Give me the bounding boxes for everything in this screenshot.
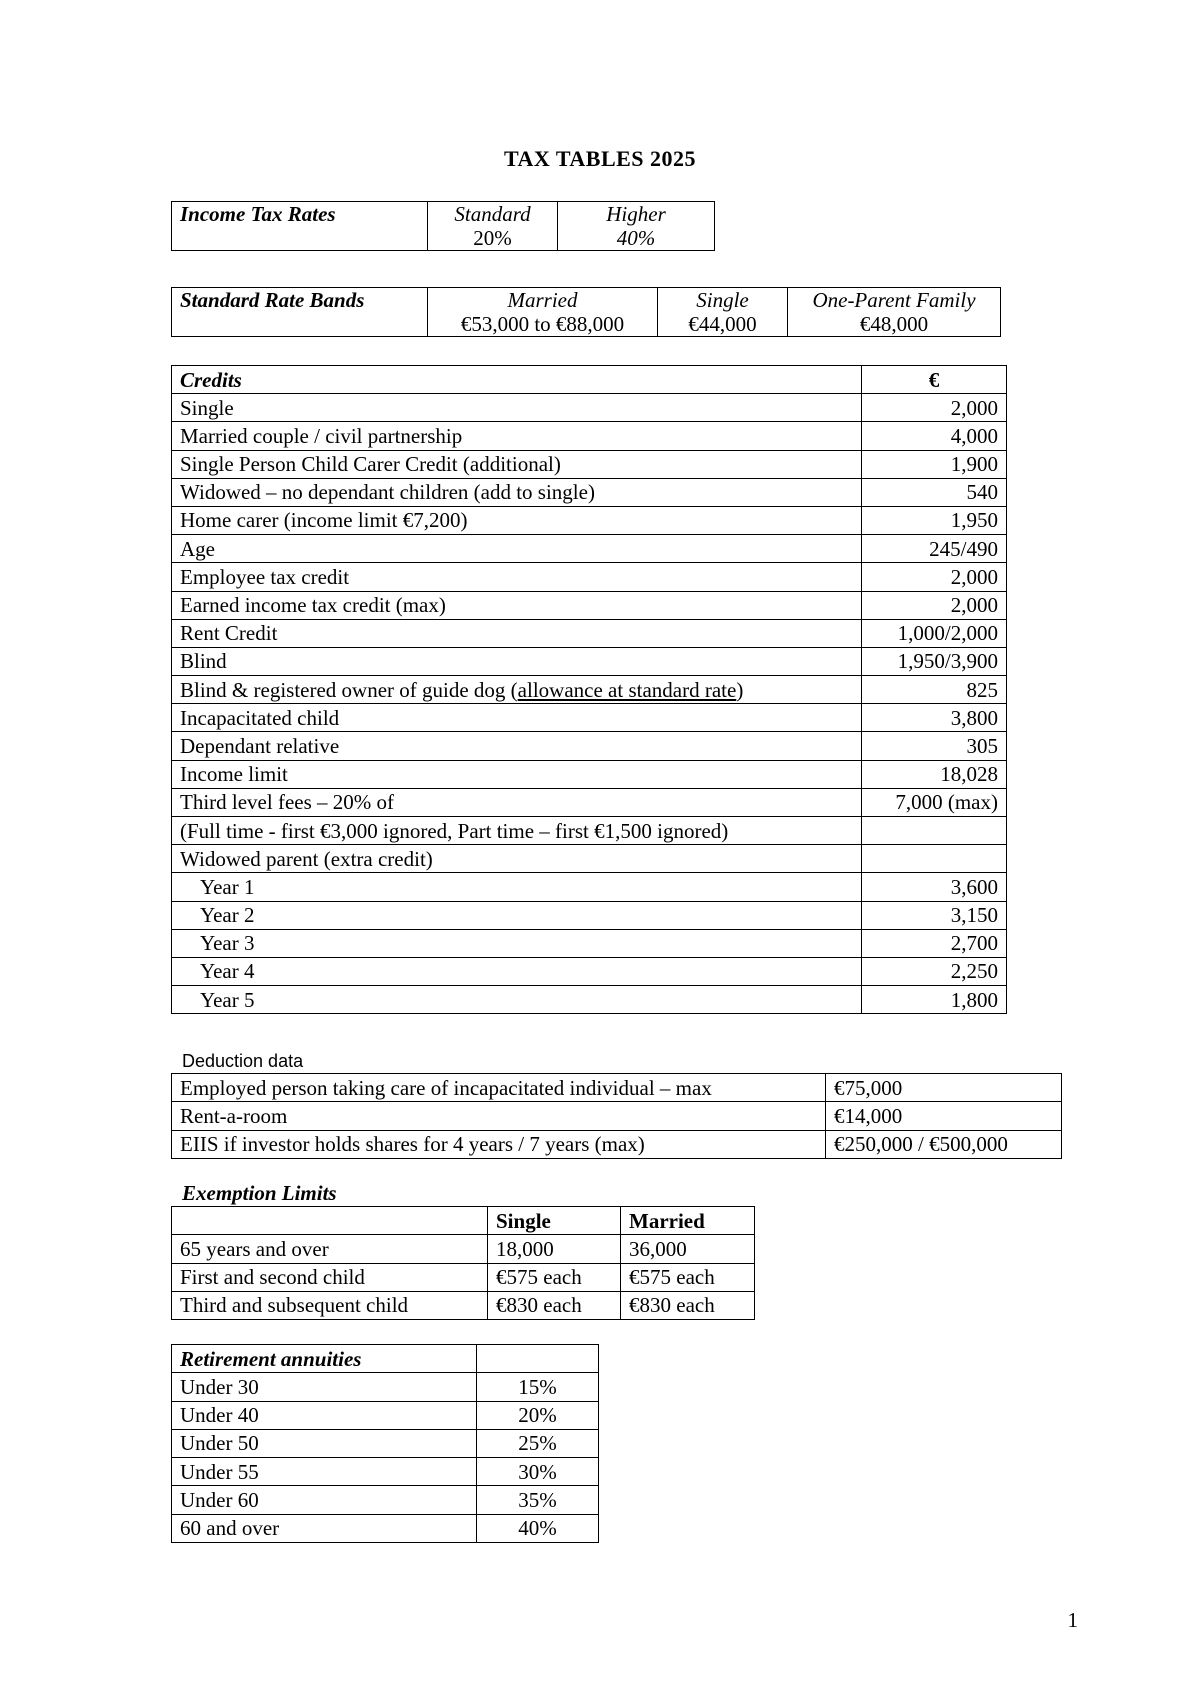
credit-label: (Full time - first €3,000 ignored, Part time – first €1,500 ignored) xyxy=(172,817,862,845)
table-row xyxy=(172,619,1007,647)
credit-value: 3,800 xyxy=(862,704,1007,732)
credit-value: 540 xyxy=(862,478,1007,506)
higher-rate-cell xyxy=(558,202,715,251)
standard-rate-bands-label: Standard Rate Bands xyxy=(172,288,428,337)
credit-label: Year 5 xyxy=(172,986,862,1014)
exemption-married: 36,000 xyxy=(621,1235,755,1263)
standard-rate-bands-table xyxy=(171,287,1001,337)
exemption-col-married: Married xyxy=(621,1207,755,1235)
exemption-col-single: Single xyxy=(488,1207,621,1235)
retirement-label: Under 55 xyxy=(172,1458,477,1486)
credit-value: 3,600 xyxy=(862,873,1007,901)
credit-label: Income limit xyxy=(172,760,862,788)
retirement-label: Under 40 xyxy=(172,1401,477,1429)
retirement-header-empty xyxy=(477,1345,599,1373)
credit-label: Rent Credit xyxy=(172,619,862,647)
higher-rate-label: Higher xyxy=(606,202,666,226)
table-row xyxy=(172,422,1007,450)
table-row xyxy=(172,591,1007,619)
exemption-header-empty xyxy=(172,1207,488,1235)
table-row xyxy=(172,1486,599,1514)
deduction-label: Employed person taking care of incapacitated individual – max xyxy=(172,1074,826,1102)
deduction-label: EIIS if investor holds shares for 4 years / 7 years (max) xyxy=(172,1130,826,1158)
credit-label-suffix: ) xyxy=(736,677,744,702)
retirement-value: 40% xyxy=(477,1514,599,1542)
credit-label: Age xyxy=(172,535,862,563)
income-tax-rates-table xyxy=(171,201,715,251)
credit-label: Earned income tax credit (max) xyxy=(172,591,862,619)
credit-value: 305 xyxy=(862,732,1007,760)
table-row xyxy=(172,817,1007,845)
deduction-label: Rent-a-room xyxy=(172,1102,826,1130)
single-band-label: Single xyxy=(696,288,749,312)
standard-rate-label: Standard xyxy=(454,202,531,226)
single-band-value: €44,000 xyxy=(688,312,757,337)
credit-label: Married couple / civil partnership xyxy=(172,422,862,450)
table-row xyxy=(172,647,1007,675)
exemption-single: €830 each xyxy=(488,1291,621,1319)
standard-rate-cell xyxy=(428,202,558,251)
credits-header-row xyxy=(172,366,1007,394)
exemption-married: €575 each xyxy=(621,1263,755,1291)
table-row xyxy=(172,563,1007,591)
credit-value: 7,000 (max) xyxy=(862,788,1007,816)
credit-value: 4,000 xyxy=(862,422,1007,450)
table-row xyxy=(172,1102,1062,1130)
exemption-limits-table xyxy=(171,1206,755,1320)
table-row xyxy=(172,704,1007,732)
credit-value: 2,000 xyxy=(862,563,1007,591)
retirement-label: 60 and over xyxy=(172,1514,477,1542)
credit-label: Year 2 xyxy=(172,901,862,929)
deduction-table xyxy=(171,1073,1062,1159)
retirement-value: 30% xyxy=(477,1458,599,1486)
page-title: TAX TABLES 2025 xyxy=(503,146,697,171)
deduction-caption: Deduction data xyxy=(182,1051,304,1071)
retirement-value: 15% xyxy=(477,1373,599,1401)
credit-value: 2,250 xyxy=(862,957,1007,985)
credit-value: 1,950 xyxy=(862,506,1007,534)
one-parent-band-cell xyxy=(788,288,1001,337)
retirement-value: 20% xyxy=(477,1401,599,1429)
deduction-value: €14,000 xyxy=(826,1102,1062,1130)
exemption-label: 65 years and over xyxy=(172,1235,488,1263)
table-row xyxy=(172,873,1007,901)
exemption-single: 18,000 xyxy=(488,1235,621,1263)
married-band-value: €53,000 to €88,000 xyxy=(460,312,625,337)
deduction-value: €250,000 / €500,000 xyxy=(826,1130,1062,1158)
table-row xyxy=(172,394,1007,422)
credit-value: 1,800 xyxy=(862,986,1007,1014)
deduction-value: €75,000 xyxy=(826,1074,1062,1102)
credit-label: Single xyxy=(172,394,862,422)
table-row xyxy=(172,1458,599,1486)
married-band-label: Married xyxy=(507,288,578,312)
table-row xyxy=(172,986,1007,1014)
table-row xyxy=(172,450,1007,478)
credit-value: 2,700 xyxy=(862,929,1007,957)
credit-label: Blind xyxy=(172,647,862,675)
table-row xyxy=(172,901,1007,929)
table-row xyxy=(172,957,1007,985)
credit-label: Widowed parent (extra credit) xyxy=(172,845,862,873)
one-parent-band-label: One-Parent Family xyxy=(812,288,976,312)
table-row xyxy=(172,929,1007,957)
credits-header-currency: € xyxy=(862,366,1007,394)
table-row xyxy=(172,1401,599,1429)
credit-label: Single Person Child Carer Credit (additional) xyxy=(172,450,862,478)
credit-label: Year 1 xyxy=(172,873,862,901)
table-row xyxy=(172,535,1007,563)
exemption-label: First and second child xyxy=(172,1263,488,1291)
retirement-label: Under 30 xyxy=(172,1373,477,1401)
page-number: 1 xyxy=(1067,1608,1078,1632)
table-row xyxy=(172,1130,1062,1158)
table-row xyxy=(172,478,1007,506)
credit-label: Incapacitated child xyxy=(172,704,862,732)
table-row xyxy=(172,1514,599,1542)
standard-rate-value: 20% xyxy=(473,226,512,251)
one-parent-band-value: €48,000 xyxy=(859,312,929,337)
table-row xyxy=(172,760,1007,788)
credit-value: 2,000 xyxy=(862,591,1007,619)
retirement-value: 35% xyxy=(477,1486,599,1514)
credit-label: Third level fees – 20% of xyxy=(172,788,862,816)
credit-value: 3,150 xyxy=(862,901,1007,929)
credit-value: 1,950/3,900 xyxy=(862,647,1007,675)
table-row xyxy=(172,845,1007,873)
retirement-header-label: Retirement annuities xyxy=(172,1345,477,1373)
credit-label: Home carer (income limit €7,200) xyxy=(172,506,862,534)
table-row xyxy=(172,676,1007,704)
credit-value: 1,900 xyxy=(862,450,1007,478)
retirement-header-row xyxy=(172,1345,599,1373)
higher-rate-value: 40% xyxy=(616,226,656,251)
retirement-label: Under 50 xyxy=(172,1429,477,1457)
table-row xyxy=(172,788,1007,816)
credit-label: Employee tax credit xyxy=(172,563,862,591)
table-row xyxy=(172,506,1007,534)
income-tax-rates-label: Income Tax Rates xyxy=(172,202,428,251)
retirement-value: 25% xyxy=(477,1429,599,1457)
credit-label: Widowed – no dependant children (add to single) xyxy=(172,478,862,506)
single-band-cell xyxy=(658,288,788,337)
exemption-married: €830 each xyxy=(621,1291,755,1319)
credit-value xyxy=(862,817,1007,845)
retirement-annuities-table xyxy=(171,1344,599,1543)
table-row xyxy=(172,1291,755,1319)
table-row xyxy=(172,1235,755,1263)
credit-value: 825 xyxy=(862,676,1007,704)
credit-label: Dependant relative xyxy=(172,732,862,760)
table-row xyxy=(172,1074,1062,1102)
credits-header-label: Credits xyxy=(172,366,862,394)
credit-label-prefix: Blind & registered owner of guide dog ( xyxy=(180,677,518,702)
credit-value: 245/490 xyxy=(862,535,1007,563)
credit-label xyxy=(172,676,862,704)
credit-value: 2,000 xyxy=(862,394,1007,422)
table-row xyxy=(172,1429,599,1457)
married-band-cell xyxy=(428,288,658,337)
credits-table xyxy=(171,365,1007,1014)
exemption-header-row xyxy=(172,1207,755,1235)
credit-value: 1,000/2,000 xyxy=(862,619,1007,647)
exemption-label: Third and subsequent child xyxy=(172,1291,488,1319)
exemption-limits-caption: Exemption Limits xyxy=(182,1181,337,1205)
exemption-single: €575 each xyxy=(488,1263,621,1291)
table-row xyxy=(172,1373,599,1401)
table-row xyxy=(172,732,1007,760)
credit-label-underlined: allowance at standard rate xyxy=(517,677,737,702)
credit-value: 18,028 xyxy=(862,760,1007,788)
credit-value xyxy=(862,845,1007,873)
retirement-label: Under 60 xyxy=(172,1486,477,1514)
credit-label: Year 3 xyxy=(172,929,862,957)
table-row xyxy=(172,1263,755,1291)
credit-label: Year 4 xyxy=(172,957,862,985)
